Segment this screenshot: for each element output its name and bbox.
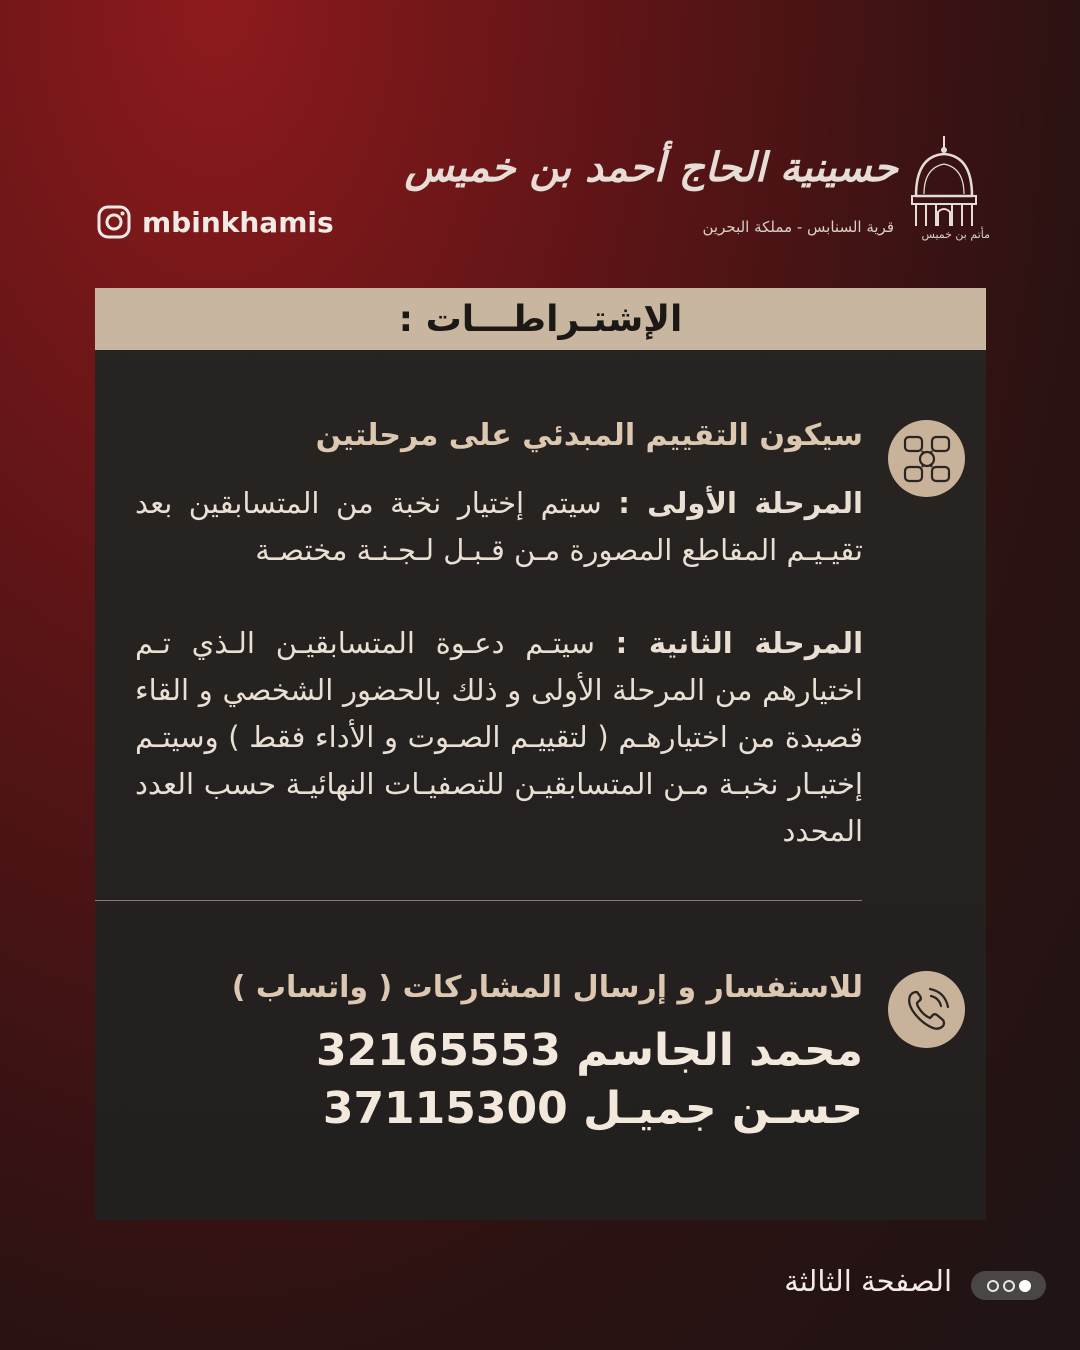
logo-subtitle: قرية السنابس - مملكة البحرين [702,218,894,236]
contact-person-1[interactable]: محمد الجاسم 32165553 [315,1025,863,1076]
stage-1-text: سيتم إختيار نخبة من المتسابقين بعد تقيـيـم المقاطع المصورة مـن قـبـل لـجـنـة مختصـة [135,486,863,567]
page-label: الصفحة الثالثة [784,1264,952,1298]
contact-person-2[interactable]: حسـن جميـل 37115300 [322,1083,863,1134]
evaluation-section [135,416,863,855]
stage-2-paragraph [135,620,863,855]
evaluation-grid-icon [902,434,952,484]
page-dot-3-active [1019,1280,1031,1292]
page-indicator[interactable] [971,1271,1046,1300]
conditions-card [95,288,986,1220]
section-divider [95,900,862,901]
instagram-handle[interactable] [96,204,334,240]
stage-2-text: سيتـم دعـوة المتسابقيـن الـذي تـم اختيارهم من المرحلة الأولى و ذلك بالحضور الشخصي و القاء قصيدة من اختيارهـم ( لتقييـم الصـوت و الأداء فقط ) وسيتـم إختيـار نخبـة مـن المتسابقيـن للتصفيـات النهائيـة حسب العدد المحدد [135,626,863,848]
card-header [95,288,986,350]
stage-2-label: المرحلة الثانية : [615,626,864,660]
contact-section [135,968,863,1138]
logo [404,130,990,250]
phone-icon [903,986,951,1034]
contact-title: للاستفسار و إرسال المشاركات ( واتساب ) [231,970,863,1005]
evaluation-title: سيكون التقييم المبدئي على مرحلتين [315,418,863,453]
instagram-icon [96,204,132,240]
stage-1-label: المرحلة الأولى : [618,486,863,520]
logo-mark-text: مأتم بن خميس [921,228,990,241]
mosque-dome-icon [906,134,982,230]
logo-name: حسينية الحاج أحمد بن خميس [404,144,898,191]
page-dot-1 [987,1280,999,1292]
stage-1-paragraph [135,480,863,574]
card-header-title: الإشتـراطـــات : [398,298,683,340]
phone-icon-badge [888,971,965,1048]
evaluation-icon-badge [888,420,965,497]
instagram-handle-text: mbinkhamis [142,205,334,239]
page-dot-2 [1003,1280,1015,1292]
